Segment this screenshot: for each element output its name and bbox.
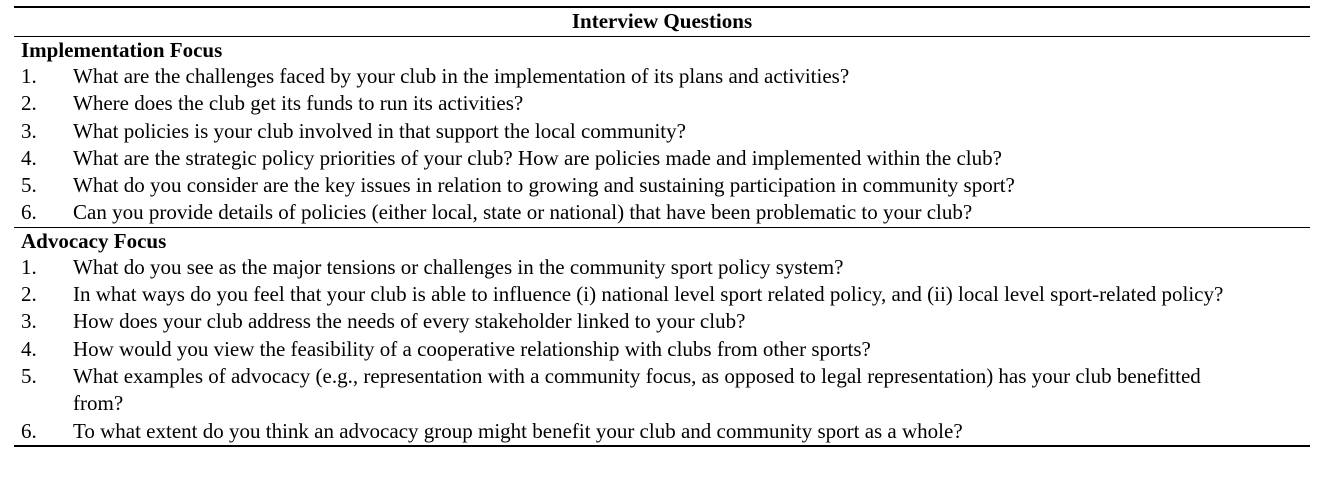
question-row [14, 199, 1310, 226]
question-number: 2. [21, 282, 37, 307]
question-row [14, 145, 1310, 172]
interview-questions-table [14, 6, 1310, 447]
question-text: How would you view the feasibility of a cooperative relationship with clubs from other sports? [73, 336, 871, 361]
table-title: Interview Questions [571, 9, 753, 33]
question-number: 1. [21, 254, 37, 279]
question-number: 3. [21, 118, 37, 143]
question-row [14, 63, 1310, 90]
question-row [14, 90, 1310, 117]
question-number: 5. [21, 173, 37, 198]
question-number: 1. [21, 64, 37, 88]
question-row [14, 118, 1310, 145]
section-heading: Implementation Focus [21, 38, 223, 62]
question-text: What are the challenges faced by your club in the implementation of its plans and activities? [73, 64, 850, 88]
question-number: 4. [21, 336, 37, 361]
question-row [14, 308, 1310, 335]
question-text: What policies is your club involved in that support the local community? [73, 118, 686, 143]
question-row [14, 363, 1310, 418]
question-text: What do you see as the major tensions or challenges in the community sport policy system? [73, 254, 844, 279]
question-row [14, 172, 1310, 199]
question-row [14, 336, 1310, 363]
question-number: 5. [21, 363, 37, 388]
question-number: 4. [21, 145, 37, 170]
question-text: Can you provide details of policies (either local, state or national) that have been problematic to your club? [73, 200, 973, 225]
question-number: 3. [21, 309, 37, 334]
question-row [14, 281, 1310, 308]
question-row [14, 418, 1310, 445]
question-number: 6. [21, 418, 37, 443]
question-text: What do you consider are the key issues in relation to growing and sustaining participation in community sport? [73, 173, 1015, 198]
question-number: 2. [21, 91, 37, 116]
section-implementation-focus [14, 37, 1310, 227]
question-text: What are the strategic policy priorities of your club? How are policies made and implemented within the club? [73, 145, 1002, 170]
question-number: 6. [21, 200, 37, 225]
question-text: To what extent do you think an advocacy group might benefit your club and community sport as a whole? [73, 418, 963, 443]
section-advocacy-focus [14, 228, 1310, 445]
question-row [14, 254, 1310, 281]
bottom-rule [14, 445, 1310, 447]
question-text: How does your club address the needs of every stakeholder linked to your club? [73, 309, 746, 334]
question-text: Where does the club get its funds to run its activities? [73, 91, 524, 116]
question-text: What examples of advocacy (e.g., representation with a community focus, as opposed to legal representation) has your club benefitted from? [73, 363, 1201, 416]
question-text: In what ways do you feel that your club is able to influence (i) national level sport related policy, and (ii) local level sport-related policy? [73, 282, 1224, 307]
section-heading: Advocacy Focus [21, 228, 167, 253]
